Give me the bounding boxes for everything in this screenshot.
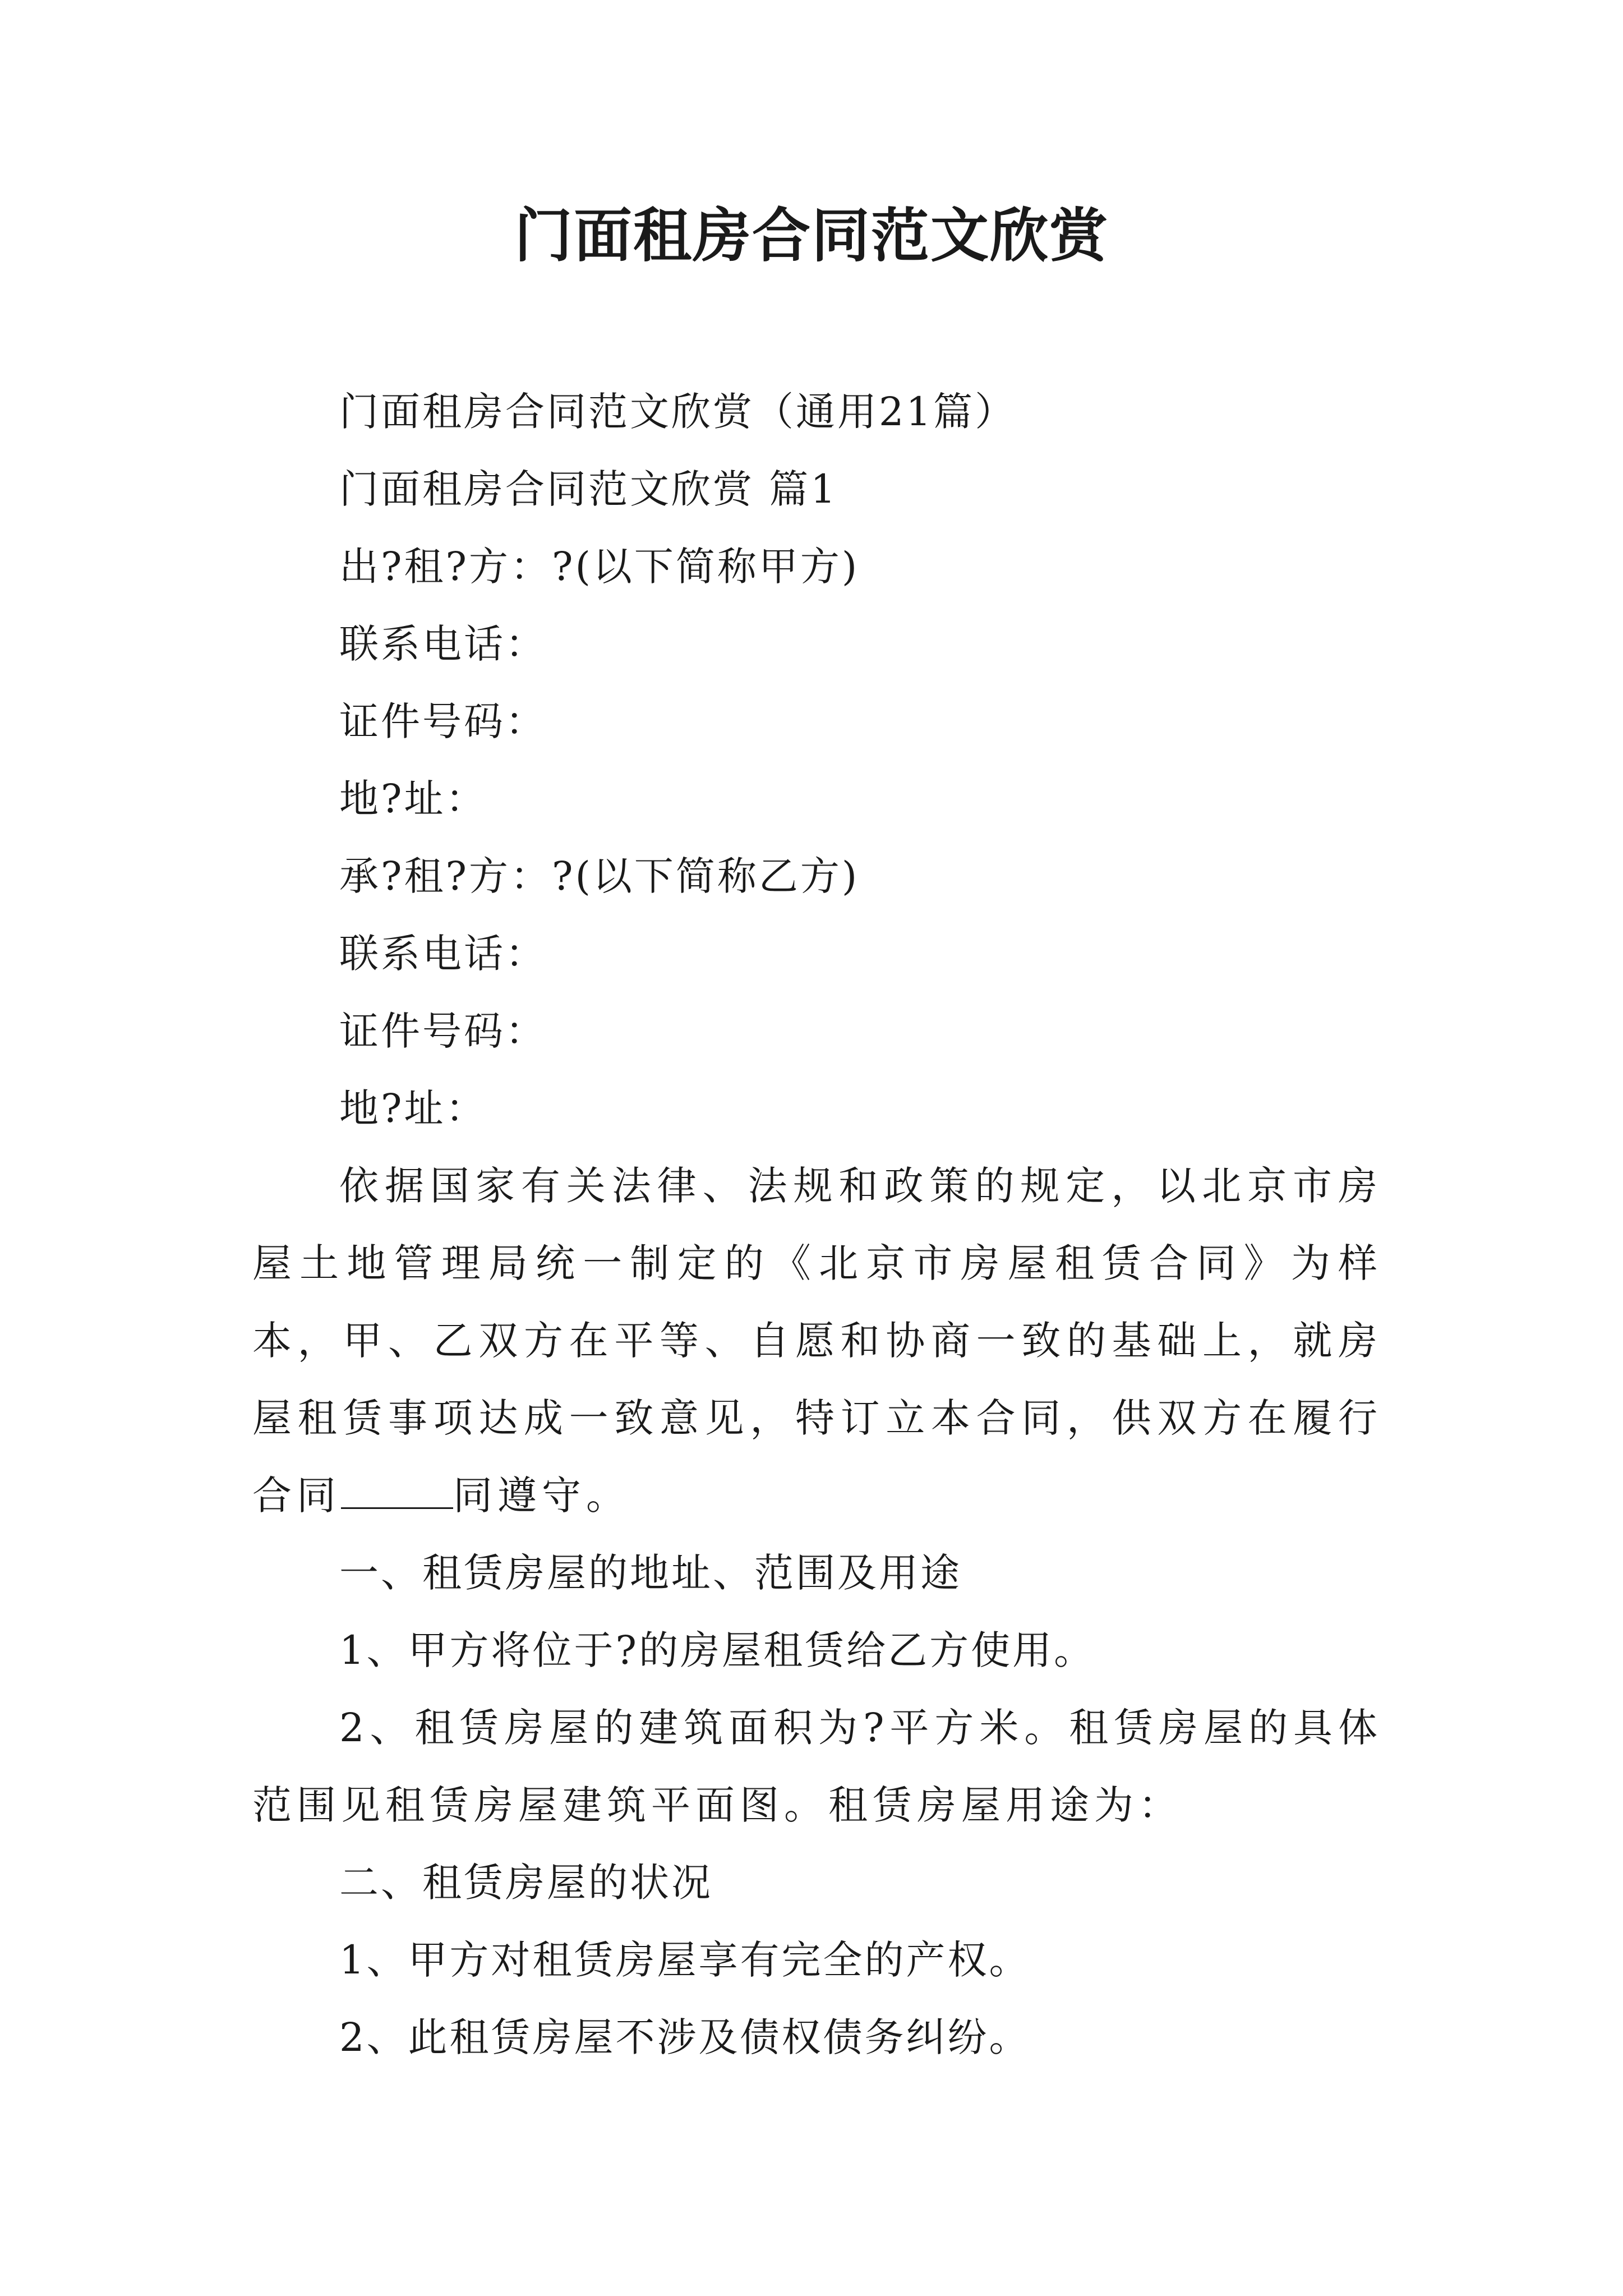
lessor-phone-line: 联系电话： — [339, 621, 547, 667]
clause-two-item-1: 1、甲方对租赁房屋享有完全的产权。 — [339, 1937, 1031, 1983]
clause-one-item-2: 2、租赁房屋的建筑面积为?平方米。租赁房屋的具体范围见租赁房屋建筑平面图。租赁房屋用途为： — [252, 1705, 1382, 1828]
lessor-address-line: 地?址： — [339, 776, 487, 822]
intro-text-before-blank: 依据国家有关法律、法规和政策的规定，以北京市房屋土地管理局统一制定的《北京市房屋租赁合同》为样本，甲、乙双方在平等、自愿和协商一致的基础上，就房屋租赁事项达成一致意见，特订立本合同，供双方在履行合同 — [252, 1163, 1382, 1519]
lessor-line: 出?租?方：?(以下简称甲方) — [339, 544, 860, 590]
clause-one-item-1: 1、甲方将位于?的房屋租赁给乙方使用。 — [339, 1627, 1096, 1673]
clause-one-heading: 一、租赁房屋的地址、范围及用途 — [339, 1550, 962, 1596]
subtitle-line: 门面租房合同范文欣赏（通用21篇） — [339, 389, 1017, 435]
intro-paragraph — [252, 1147, 1382, 1534]
fill-in-blank — [341, 1468, 453, 1509]
lessee-id-line: 证件号码： — [339, 1008, 547, 1054]
clause-two-item-2: 2、此租赁房屋不涉及债权债务纠纷。 — [339, 2014, 1031, 2060]
lessee-line: 承?租?方：?(以下简称乙方) — [339, 853, 860, 899]
document-title: 门面租房合同范文欣赏 — [514, 201, 1109, 270]
lessee-phone-line: 联系电话： — [339, 931, 547, 977]
section-heading-line: 门面租房合同范文欣赏 篇1 — [339, 466, 838, 512]
document-body — [252, 373, 1382, 2076]
intro-text-after-blank: 同遵守。 — [453, 1473, 630, 1519]
lessor-id-line: 证件号码： — [339, 698, 547, 744]
lessee-address-line: 地?址： — [339, 1085, 487, 1131]
clause-two-heading: 二、租赁房屋的状况 — [339, 1860, 713, 1906]
